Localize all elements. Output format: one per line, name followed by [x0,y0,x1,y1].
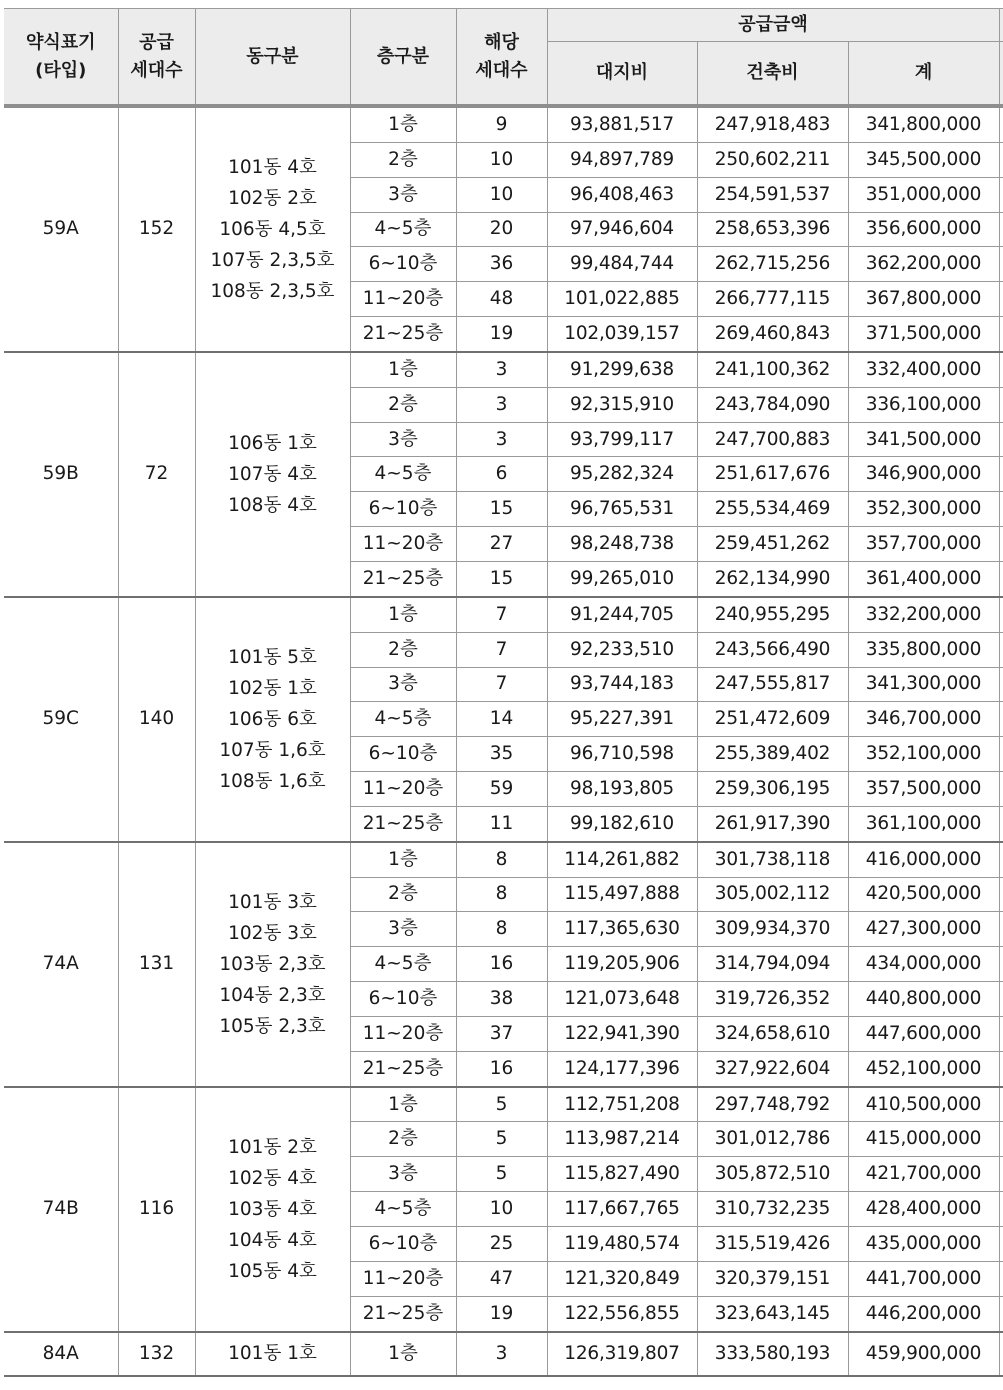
cell-building: 301,738,118 [697,842,848,877]
table-row [4,842,1003,877]
cell-floor: 4~5층 [350,212,456,247]
type-group [4,1332,1003,1376]
cell-floor: 21~25층 [350,317,456,352]
cell-stub [999,387,1003,422]
cell-units: 3 [456,422,547,457]
cell-floor: 1층 [350,106,456,142]
cell-type: 84A [4,1332,118,1376]
dong-line: 103동 4호 [228,1198,317,1220]
cell-total: 427,300,000 [848,912,999,947]
cell-stub [999,1122,1003,1157]
cell-stub [999,247,1003,282]
cell-floor: 11~20층 [350,527,456,562]
header-type-line1: 약식표기 [25,31,96,53]
cell-land: 117,365,630 [547,912,697,947]
dong-line: 101동 1호 [228,1343,317,1365]
header-supply-line1: 공급 [139,31,174,53]
cell-building: 310,732,235 [697,1192,848,1227]
cell-units: 3 [456,1332,547,1376]
cell-land: 93,881,517 [547,106,697,142]
cell-stub [999,1051,1003,1086]
header-units-line2: 세대수 [475,59,528,81]
cell-units: 5 [456,1157,547,1192]
cell-building: 250,602,211 [697,142,848,177]
cell-dong-list [195,842,350,1087]
cell-dong-list [195,597,350,842]
cell-building: 240,955,295 [697,597,848,632]
cell-dong-list [195,352,350,597]
cell-land: 121,320,849 [547,1261,697,1296]
cell-dong-list [195,106,350,352]
cell-total: 336,100,000 [848,387,999,422]
cell-units: 25 [456,1227,547,1262]
header-dong: 동구분 [195,9,350,107]
dong-line: 102동 4호 [228,1167,317,1189]
cell-building: 262,715,256 [697,247,848,282]
cell-units: 38 [456,982,547,1017]
cell-units: 7 [456,632,547,667]
cell-stub [999,106,1003,142]
cell-supply-units: 131 [118,842,195,1087]
header-stub [999,42,1003,107]
header-price-group: 공급금액 [547,9,999,42]
cell-total: 341,500,000 [848,422,999,457]
cell-stub [999,632,1003,667]
cell-land: 115,827,490 [547,1157,697,1192]
cell-land: 95,227,391 [547,702,697,737]
type-group [4,352,1003,597]
cell-floor: 6~10층 [350,982,456,1017]
cell-land: 101,022,885 [547,282,697,317]
cell-stub [999,282,1003,317]
cell-land: 117,667,765 [547,1192,697,1227]
cell-building: 243,784,090 [697,387,848,422]
dong-line: 106동 4,5호 [219,218,326,240]
cell-units: 10 [456,1192,547,1227]
cell-total: 435,000,000 [848,1227,999,1262]
cell-floor: 4~5층 [350,1192,456,1227]
cell-floor: 1층 [350,352,456,387]
cell-supply-units: 116 [118,1087,195,1332]
header-total: 계 [848,42,999,107]
cell-total: 434,000,000 [848,947,999,982]
cell-floor: 4~5층 [350,457,456,492]
cell-stub [999,877,1003,912]
cell-floor: 3층 [350,1157,456,1192]
cell-building: 297,748,792 [697,1087,848,1122]
cell-units: 10 [456,142,547,177]
cell-stub [999,492,1003,527]
cell-units: 19 [456,317,547,352]
cell-land: 99,265,010 [547,561,697,596]
cell-floor: 4~5층 [350,947,456,982]
cell-building: 301,012,786 [697,1122,848,1157]
dong-line: 105동 2,3호 [219,1015,326,1037]
cell-land: 115,497,888 [547,877,697,912]
cell-units: 8 [456,877,547,912]
cell-land: 99,484,744 [547,247,697,282]
cell-units: 15 [456,561,547,596]
cell-stub [999,912,1003,947]
cell-building: 333,580,193 [697,1332,848,1376]
cell-type: 59C [4,597,118,842]
dong-line: 108동 1,6호 [219,770,326,792]
cell-land: 96,765,531 [547,492,697,527]
cell-floor: 6~10층 [350,1227,456,1262]
cell-type: 59B [4,352,118,597]
cell-floor: 11~20층 [350,772,456,807]
cell-floor: 11~20층 [350,1016,456,1051]
cell-total: 335,800,000 [848,632,999,667]
cell-building: 254,591,537 [697,177,848,212]
cell-building: 247,700,883 [697,422,848,457]
cell-units: 3 [456,387,547,422]
cell-building: 259,306,195 [697,772,848,807]
cell-floor: 11~20층 [350,1261,456,1296]
cell-supply-units: 140 [118,597,195,842]
dong-line: 104동 2,3호 [219,984,326,1006]
header-land: 대지비 [547,42,697,107]
cell-units: 16 [456,1051,547,1086]
cell-land: 93,744,183 [547,667,697,702]
cell-units: 20 [456,212,547,247]
cell-stub [999,667,1003,702]
cell-land: 122,556,855 [547,1296,697,1331]
cell-building: 323,643,145 [697,1296,848,1331]
dong-line: 102동 2호 [228,187,317,209]
header-building: 건축비 [697,42,848,107]
dong-line: 107동 1,6호 [219,739,326,761]
cell-stub [999,702,1003,737]
cell-stub [999,737,1003,772]
cell-floor: 11~20층 [350,282,456,317]
cell-total: 367,800,000 [848,282,999,317]
cell-floor: 1층 [350,1332,456,1376]
cell-stub [999,597,1003,632]
cell-stub [999,142,1003,177]
cell-total: 351,000,000 [848,177,999,212]
cell-land: 99,182,610 [547,806,697,841]
cell-units: 7 [456,597,547,632]
header-units-line1: 해당 [484,31,519,53]
cell-stub [999,1261,1003,1296]
cell-stub [999,177,1003,212]
cell-land: 121,073,648 [547,982,697,1017]
cell-stub [999,212,1003,247]
cell-land: 113,987,214 [547,1122,697,1157]
cell-building: 266,777,115 [697,282,848,317]
header-floor: 층구분 [350,9,456,107]
cell-units: 48 [456,282,547,317]
cell-land: 92,233,510 [547,632,697,667]
cell-total: 352,100,000 [848,737,999,772]
cell-units: 27 [456,527,547,562]
cell-units: 5 [456,1087,547,1122]
cell-total: 357,500,000 [848,772,999,807]
cell-building: 258,653,396 [697,212,848,247]
type-group [4,597,1003,842]
cell-stub [999,842,1003,877]
cell-floor: 2층 [350,142,456,177]
cell-total: 346,900,000 [848,457,999,492]
cell-stub [999,982,1003,1017]
cell-building: 314,794,094 [697,947,848,982]
supply-price-table [4,8,1003,1377]
dong-line: 105동 4호 [228,1260,317,1282]
cell-total: 410,500,000 [848,1087,999,1122]
cell-total: 420,500,000 [848,877,999,912]
cell-building: 251,617,676 [697,457,848,492]
cell-total: 357,700,000 [848,527,999,562]
cell-land: 96,408,463 [547,177,697,212]
cell-total: 345,500,000 [848,142,999,177]
cell-units: 37 [456,1016,547,1051]
table-header [4,9,1003,107]
cell-units: 8 [456,842,547,877]
cell-floor: 3층 [350,667,456,702]
table-row [4,106,1003,142]
cell-building: 305,002,112 [697,877,848,912]
cell-total: 371,500,000 [848,317,999,352]
cell-units: 6 [456,457,547,492]
cell-building: 320,379,151 [697,1261,848,1296]
header-stub [999,9,1003,42]
cell-building: 262,134,990 [697,561,848,596]
cell-land: 95,282,324 [547,457,697,492]
cell-total: 428,400,000 [848,1192,999,1227]
cell-land: 114,261,882 [547,842,697,877]
type-group [4,842,1003,1087]
type-group [4,1087,1003,1332]
dong-line: 107동 4호 [228,463,317,485]
cell-land: 97,946,604 [547,212,697,247]
cell-type: 74B [4,1087,118,1332]
cell-floor: 3층 [350,422,456,457]
cell-floor: 1층 [350,597,456,632]
cell-units: 8 [456,912,547,947]
cell-floor: 1층 [350,1087,456,1122]
table-row [4,352,1003,387]
cell-floor: 6~10층 [350,247,456,282]
cell-floor: 6~10층 [350,492,456,527]
dong-line: 101동 5호 [228,646,317,668]
cell-supply-units: 72 [118,352,195,597]
cell-stub [999,1332,1003,1376]
cell-floor: 21~25층 [350,1296,456,1331]
dong-line: 108동 4호 [228,494,317,516]
header-supply-units [118,9,195,107]
cell-land: 98,193,805 [547,772,697,807]
cell-total: 416,000,000 [848,842,999,877]
cell-dong-list [195,1087,350,1332]
cell-dong-list [195,1332,350,1376]
cell-stub [999,1087,1003,1122]
cell-land: 93,799,117 [547,422,697,457]
cell-land: 124,177,396 [547,1051,697,1086]
cell-land: 98,248,738 [547,527,697,562]
cell-total: 332,200,000 [848,597,999,632]
cell-units: 9 [456,106,547,142]
table-row [4,1087,1003,1122]
cell-stub [999,352,1003,387]
cell-total: 346,700,000 [848,702,999,737]
cell-building: 259,451,262 [697,527,848,562]
cell-floor: 21~25층 [350,561,456,596]
table-row [4,1332,1003,1376]
cell-floor: 2층 [350,632,456,667]
cell-units: 59 [456,772,547,807]
header-supply-line2: 세대수 [130,59,183,81]
cell-building: 241,100,362 [697,352,848,387]
dong-line: 101동 3호 [228,891,317,913]
cell-building: 327,922,604 [697,1051,848,1086]
cell-total: 447,600,000 [848,1016,999,1051]
cell-stub [999,317,1003,352]
cell-units: 15 [456,492,547,527]
dong-line: 102동 1호 [228,677,317,699]
header-type [4,9,118,107]
cell-supply-units: 132 [118,1332,195,1376]
dong-line: 103동 2,3호 [219,953,326,975]
cell-building: 261,917,390 [697,806,848,841]
cell-stub [999,1227,1003,1262]
cell-floor: 21~25층 [350,1051,456,1086]
cell-units: 5 [456,1122,547,1157]
cell-land: 94,897,789 [547,142,697,177]
cell-building: 247,555,817 [697,667,848,702]
table-row [4,597,1003,632]
cell-stub [999,422,1003,457]
cell-floor: 2층 [350,1122,456,1157]
cell-land: 96,710,598 [547,737,697,772]
cell-units: 14 [456,702,547,737]
cell-building: 269,460,843 [697,317,848,352]
cell-stub [999,947,1003,982]
cell-land: 126,319,807 [547,1332,697,1376]
cell-floor: 2층 [350,877,456,912]
cell-units: 10 [456,177,547,212]
dong-line: 107동 2,3,5호 [210,249,335,271]
cell-total: 332,400,000 [848,352,999,387]
cell-building: 309,934,370 [697,912,848,947]
cell-type: 74A [4,842,118,1087]
cell-units: 35 [456,737,547,772]
cell-floor: 1층 [350,842,456,877]
cell-units: 16 [456,947,547,982]
cell-total: 362,200,000 [848,247,999,282]
cell-land: 92,315,910 [547,387,697,422]
cell-total: 341,300,000 [848,667,999,702]
cell-units: 47 [456,1261,547,1296]
cell-land: 112,751,208 [547,1087,697,1122]
cell-units: 11 [456,806,547,841]
cell-stub [999,527,1003,562]
cell-total: 356,600,000 [848,212,999,247]
cell-total: 361,100,000 [848,806,999,841]
cell-total: 341,800,000 [848,106,999,142]
cell-stub [999,457,1003,492]
cell-stub [999,772,1003,807]
cell-total: 361,400,000 [848,561,999,596]
cell-units: 3 [456,352,547,387]
cell-stub [999,1157,1003,1192]
cell-units: 36 [456,247,547,282]
cell-stub [999,561,1003,596]
cell-total: 452,100,000 [848,1051,999,1086]
cell-building: 324,658,610 [697,1016,848,1051]
dong-line: 106동 6호 [228,708,317,730]
cell-building: 247,918,483 [697,106,848,142]
cell-total: 446,200,000 [848,1296,999,1331]
dong-line: 101동 4호 [228,156,317,178]
cell-floor: 21~25층 [350,806,456,841]
cell-total: 415,000,000 [848,1122,999,1157]
cell-floor: 4~5층 [350,702,456,737]
cell-total: 352,300,000 [848,492,999,527]
cell-floor: 2층 [350,387,456,422]
cell-total: 421,700,000 [848,1157,999,1192]
cell-building: 255,534,469 [697,492,848,527]
cell-total: 459,900,000 [848,1332,999,1376]
cell-building: 251,472,609 [697,702,848,737]
cell-stub [999,806,1003,841]
dong-line: 101동 2호 [228,1136,317,1158]
cell-land: 122,941,390 [547,1016,697,1051]
cell-units: 7 [456,667,547,702]
dong-line: 104동 4호 [228,1229,317,1251]
cell-building: 255,389,402 [697,737,848,772]
cell-land: 119,205,906 [547,947,697,982]
type-group [4,106,1003,352]
cell-floor: 6~10층 [350,737,456,772]
cell-supply-units: 152 [118,106,195,352]
dong-line: 108동 2,3,5호 [210,280,335,302]
cell-type: 59A [4,106,118,352]
cell-floor: 3층 [350,177,456,212]
cell-total: 440,800,000 [848,982,999,1017]
cell-building: 315,519,426 [697,1227,848,1262]
cell-stub [999,1192,1003,1227]
cell-land: 102,039,157 [547,317,697,352]
cell-land: 91,299,638 [547,352,697,387]
cell-units: 19 [456,1296,547,1331]
cell-stub [999,1296,1003,1331]
cell-total: 441,700,000 [848,1261,999,1296]
cell-building: 319,726,352 [697,982,848,1017]
header-units [456,9,547,107]
cell-land: 119,480,574 [547,1227,697,1262]
cell-building: 243,566,490 [697,632,848,667]
dong-line: 106동 1호 [228,432,317,454]
dong-line: 102동 3호 [228,922,317,944]
cell-building: 305,872,510 [697,1157,848,1192]
cell-land: 91,244,705 [547,597,697,632]
cell-floor: 3층 [350,912,456,947]
cell-stub [999,1016,1003,1051]
header-type-line2: (타입) [35,59,87,81]
